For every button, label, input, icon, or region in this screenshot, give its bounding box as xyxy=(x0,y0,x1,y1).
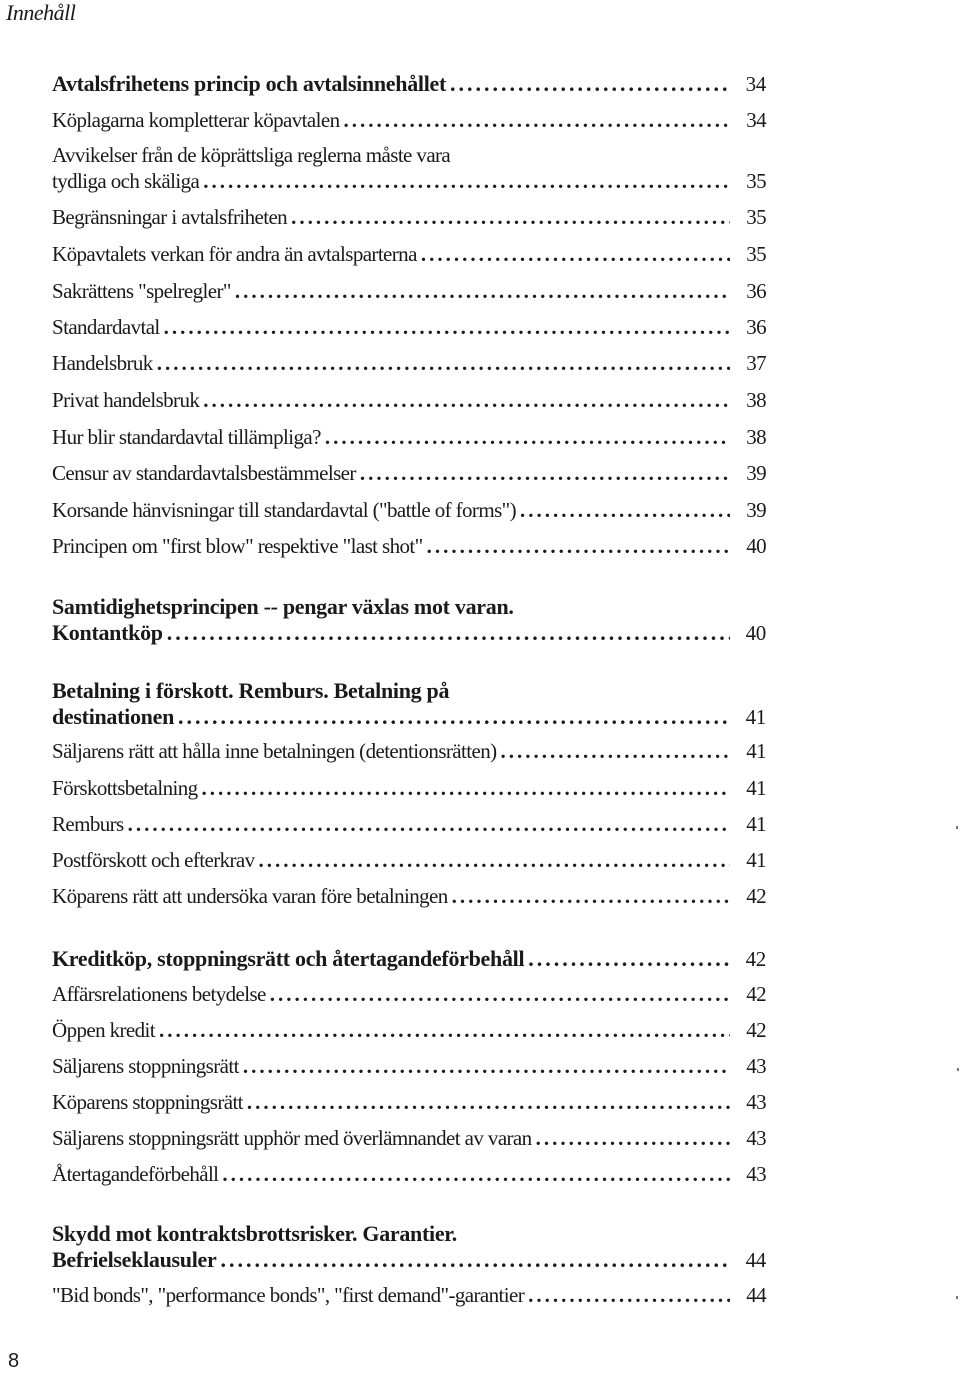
dot-leader xyxy=(343,107,730,133)
toc-entry xyxy=(52,738,766,764)
toc-page-number: 36 xyxy=(746,315,766,339)
toc-entry-title: Säljarens rätt att hålla inne betalningen (detentionsrätten) xyxy=(52,739,497,763)
toc-section-heading xyxy=(52,1221,766,1273)
dot-leader xyxy=(450,71,730,97)
toc-entry xyxy=(52,1053,766,1079)
toc-page-number: 41 xyxy=(746,739,766,763)
toc-entry xyxy=(52,1125,766,1151)
dot-leader xyxy=(178,704,730,730)
dot-leader xyxy=(501,738,731,764)
toc-entry-title-line: Samtidighetsprincipen -- pengar växlas mot varan. xyxy=(52,594,514,619)
toc-entry xyxy=(52,497,766,523)
toc-page-number: 42 xyxy=(745,947,766,971)
toc-entry-line xyxy=(52,387,766,413)
toc-entry-title: Affärsrelationens betydelse xyxy=(52,982,266,1006)
toc-entry-line xyxy=(52,847,766,873)
toc-entry-line xyxy=(52,704,766,730)
toc-entry-title: Återtagandeförbehåll xyxy=(52,1162,219,1186)
toc-page-number: 37 xyxy=(746,351,766,375)
dot-leader xyxy=(203,168,730,194)
toc-entry xyxy=(52,424,766,450)
toc-entry-title: Handelsbruk xyxy=(52,351,153,375)
dot-leader xyxy=(157,350,730,376)
toc-entry-title-line: Avvikelser från de köprättsliga reglerna måste vara xyxy=(52,143,451,167)
toc-entry-line xyxy=(52,620,766,646)
toc-entry xyxy=(52,775,766,801)
scan-speck xyxy=(956,826,958,829)
dot-leader xyxy=(159,1017,730,1043)
toc-entry xyxy=(52,142,766,194)
toc-entry-line xyxy=(52,241,766,267)
toc-entry xyxy=(52,1089,766,1115)
toc-entry-title-line: Skydd mot kontraktsbrottsrisker. Garantier. xyxy=(52,1221,457,1246)
toc-page-number: 41 xyxy=(746,848,766,872)
toc-page-number: 39 xyxy=(746,498,766,522)
toc-entry-title: Köparens rätt att undersöka varan före betalningen xyxy=(52,884,448,908)
scan-speck xyxy=(956,1296,958,1299)
dot-leader xyxy=(427,533,730,559)
toc-page-number: 44 xyxy=(746,1283,766,1307)
dot-leader xyxy=(167,620,730,646)
toc-page-number: 35 xyxy=(746,169,766,193)
toc-entry-title-line: Betalning i förskott. Remburs. Betalning på xyxy=(52,678,450,703)
toc-page-number: 35 xyxy=(746,242,766,266)
toc-entry-title: Säljarens stoppningsrätt xyxy=(52,1054,239,1078)
toc-entry-title: Hur blir standardavtal tillämpliga? xyxy=(52,425,321,449)
toc-entry-line xyxy=(52,1089,766,1115)
toc-page-number: 41 xyxy=(745,705,766,729)
toc-entry-title: Censur av standardavtalsbestämmelser xyxy=(52,461,356,485)
toc-entry-title: Befrielseklausuler xyxy=(52,1247,217,1272)
toc-entry-line xyxy=(52,1125,766,1151)
toc-entry-title: Säljarens stoppningsrätt upphör med överlämnandet av varan xyxy=(52,1126,532,1150)
toc-page-number: 43 xyxy=(746,1054,766,1078)
toc-entry-line xyxy=(52,71,766,97)
toc-entry xyxy=(52,107,766,133)
toc-page-number: 40 xyxy=(745,621,766,645)
toc-entry-line xyxy=(52,1161,766,1187)
dot-leader xyxy=(247,1089,730,1115)
toc-entry-line xyxy=(52,1247,766,1273)
toc-entry-title: "Bid bonds", "performance bonds", "first demand"-garantier xyxy=(52,1283,525,1307)
toc-page-number: 42 xyxy=(746,884,766,908)
dot-leader xyxy=(235,278,730,304)
toc-page-number: 44 xyxy=(745,1248,766,1272)
toc-page-number: 43 xyxy=(746,1162,766,1186)
toc-page-number: 35 xyxy=(746,205,766,229)
toc-entry xyxy=(52,460,766,486)
toc-page-number: 42 xyxy=(746,982,766,1006)
running-head: Innehåll xyxy=(6,0,76,25)
toc-page-number: 41 xyxy=(746,812,766,836)
toc-entry-line xyxy=(52,883,766,909)
toc-entry-title: destinationen xyxy=(52,704,175,729)
page-number: 8 xyxy=(8,1350,20,1372)
toc-page-number: 38 xyxy=(746,388,766,412)
dot-leader xyxy=(203,387,730,413)
dot-leader xyxy=(220,1247,730,1273)
toc-entry-line xyxy=(52,811,766,837)
toc-entry-title: Öppen kredit xyxy=(52,1018,156,1042)
toc-page-number: 41 xyxy=(746,776,766,800)
toc-entry xyxy=(52,314,766,340)
toc-entry-title: Standardavtal xyxy=(52,315,160,339)
dot-leader xyxy=(528,946,730,972)
toc-entry-line xyxy=(52,460,766,486)
toc-entry-line xyxy=(52,738,766,764)
toc-entry-title: Förskottsbetalning xyxy=(52,776,198,800)
dot-leader xyxy=(291,204,730,230)
dot-leader xyxy=(520,497,730,523)
dot-leader xyxy=(243,1053,730,1079)
toc-entry xyxy=(52,204,766,230)
toc-entry-line xyxy=(52,424,766,450)
toc-entry-line xyxy=(52,1017,766,1043)
scan-speck xyxy=(957,1068,959,1071)
toc-entry-title: Köpavtalets verkan för andra än avtalsparterna xyxy=(52,242,417,266)
toc-section-heading xyxy=(52,71,766,97)
toc-entry xyxy=(52,811,766,837)
toc-entry-line xyxy=(52,1053,766,1079)
dot-leader xyxy=(421,241,730,267)
toc-entry-line xyxy=(52,204,766,230)
toc-entry-line xyxy=(52,946,766,972)
toc-entry-line xyxy=(52,278,766,304)
toc-page-number: 38 xyxy=(746,425,766,449)
toc-entry xyxy=(52,533,766,559)
toc-section-heading xyxy=(52,594,766,646)
toc-entry-title: Kontantköp xyxy=(52,620,163,645)
toc-entry-line xyxy=(52,1282,766,1308)
toc-entry xyxy=(52,847,766,873)
toc-entry-title: Köparens stoppningsrätt xyxy=(52,1090,243,1114)
dot-leader xyxy=(164,314,730,340)
dot-leader xyxy=(259,847,730,873)
toc-entry-line xyxy=(52,533,766,559)
dot-leader xyxy=(452,883,730,909)
toc-entry xyxy=(52,278,766,304)
dot-leader xyxy=(222,1161,730,1187)
toc-entry-line xyxy=(52,497,766,523)
dot-leader xyxy=(528,1282,730,1308)
toc-page-number: 40 xyxy=(746,534,766,558)
toc-section-heading xyxy=(52,678,766,730)
toc-entry-line xyxy=(52,314,766,340)
toc-entry-line xyxy=(52,981,766,1007)
toc-entry-title: Kreditköp, stoppningsrätt och återtagandeförbehåll xyxy=(52,946,525,971)
dot-leader xyxy=(360,460,730,486)
toc-page-number: 39 xyxy=(746,461,766,485)
toc-entry-line xyxy=(52,168,766,194)
toc-page-number: 42 xyxy=(746,1018,766,1042)
toc-page-number: 34 xyxy=(745,72,766,96)
dot-leader xyxy=(536,1125,730,1151)
toc-entry-line xyxy=(52,775,766,801)
toc-entry xyxy=(52,350,766,376)
toc-entry-line xyxy=(52,107,766,133)
toc-entry-line xyxy=(52,350,766,376)
toc-page-number: 43 xyxy=(746,1090,766,1114)
toc-entry-title: Korsande hänvisningar till standardavtal ("battle of forms") xyxy=(52,498,517,522)
toc-entry xyxy=(52,883,766,909)
toc-entry-title: Postförskott och efterkrav xyxy=(52,848,255,872)
toc-entry xyxy=(52,241,766,267)
toc-entry-title: Privat handelsbruk xyxy=(52,388,200,412)
toc-entry xyxy=(52,1282,766,1308)
dot-leader xyxy=(325,424,730,450)
dot-leader xyxy=(270,981,730,1007)
toc-entry-title: Köplagarna kompletterar köpavtalen xyxy=(52,108,340,132)
toc-entry xyxy=(52,1161,766,1187)
toc-entry xyxy=(52,387,766,413)
toc-entry-title: Begränsningar i avtalsfriheten xyxy=(52,205,288,229)
dot-leader xyxy=(128,811,730,837)
toc-entry-title: Remburs xyxy=(52,812,124,836)
toc-entry xyxy=(52,1017,766,1043)
toc-entry-title: Principen om "first blow" respektive "last shot" xyxy=(52,534,423,558)
toc-section-heading xyxy=(52,946,766,972)
toc-entry-title: Avtalsfrihetens princip och avtalsinnehållet xyxy=(52,71,447,96)
toc-entry-title: Sakrättens "spelregler" xyxy=(52,279,231,303)
toc-entry-title: tydliga och skäliga xyxy=(52,169,200,193)
toc-page-number: 43 xyxy=(746,1126,766,1150)
toc-page-number: 34 xyxy=(746,108,766,132)
toc-page-number: 36 xyxy=(746,279,766,303)
toc-entry xyxy=(52,981,766,1007)
dot-leader xyxy=(202,775,730,801)
